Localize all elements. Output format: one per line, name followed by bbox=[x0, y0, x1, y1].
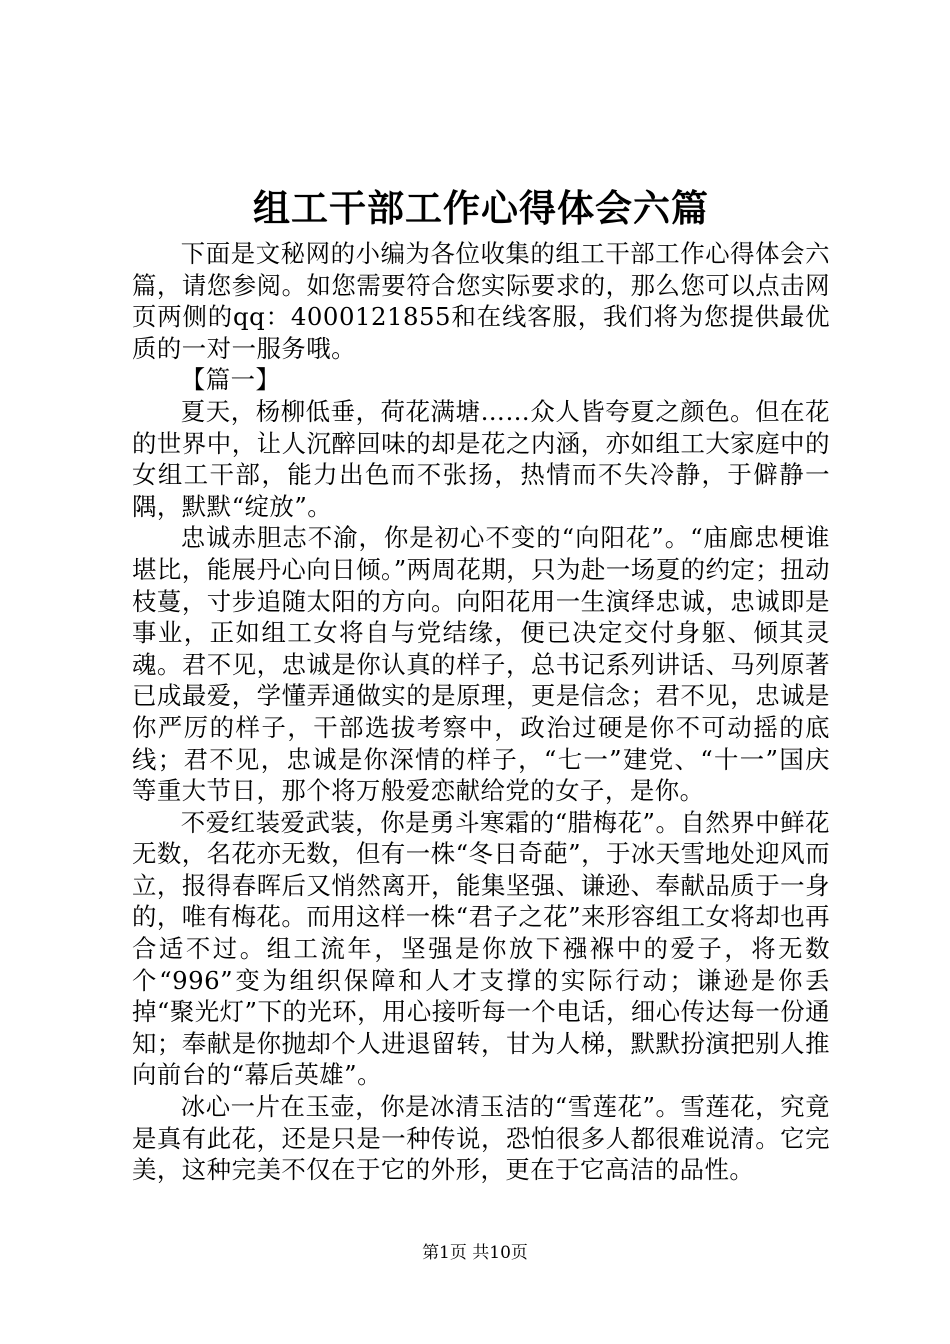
body-paragraph: 夏天，杨柳低垂，荷花满塘……众人皆夸夏之颜色。但在花的世界中，让人沉醉回味的却是花之内涵，亦如组工大家庭中的女组工干部，能力出色而不张扬，热情而不失冷静，于僻静一隅，默默“绽放”。 bbox=[132, 396, 830, 521]
section-heading: 【篇一】 bbox=[180, 365, 281, 395]
body-paragraph: 忠诚赤胆志不渝，你是初心不变的“向阳花”。“庙廊忠梗谁堪比，能展丹心向日倾。”两周花期，只为赴一场夏的约定；扭动枝蔓，寸步追随太阳的方向。向阳花用一生演绎忠诚，忠诚即是事业，正如组工女将自与党结缘，便已决定交付身躯、倾其灵魂。君不见，忠诚是你认真的样子，总书记系列讲话、马列原著已成最爱，学懂弄通做实的是原理，更是信念；君不见，忠诚是你严厉的样子，干部选拔考察中，政治过硬是你不可动摇的底线；君不见，忠诚是你深情的样子，“七一”建党、“十一”国庆等重大节日，那个将万般爱恋献给党的女子，是你。 bbox=[132, 523, 830, 806]
intro-paragraph: 下面是文秘网的小编为各位收集的组工干部工作心得体会六篇，请您参阅。如您需要符合您实际要求的，那么您可以点击网页两侧的qq：4000121855和在线客服，我们将为您提供最优质的一对一服务哦。 bbox=[132, 239, 830, 363]
body-paragraph: 不爱红装爱武装，你是勇斗寒霜的“腊梅花”。自然界中鲜花无数，名花亦无数，但有一株“冬日奇葩”，于冰天雪地处迎风而立，报得春晖后又悄然离开，能集坚强、谦逊、奉献品质于一身的，唯有梅花。而用这样一株“君子之花”来形容组工女将却也再合适不过。组工流年，坚强是你放下襁褓中的爱子，将无数个“996”变为组织保障和人才支撑的实际行动；谦逊是你丢掉“聚光灯”下的光环，用心接听每一个电话，细心传达每一份通知；奉献是你抛却个人进退留转，甘为人梯，默默扮演把别人推向前台的“幕后英雄”。 bbox=[132, 807, 830, 1090]
page-footer: 第1页 共10页 bbox=[422, 1243, 528, 1263]
document-title: 组工干部工作心得体会六篇 bbox=[253, 186, 709, 230]
document-page bbox=[132, 180, 830, 1186]
body-paragraph: 冰心一片在玉壶，你是冰清玉洁的“雪莲花”。雪莲花，究竟是真有此花，还是只是一种传说，恐怕很多人都很难说清。它完美，这种完美不仅在于它的外形，更在于它高洁的品性。 bbox=[132, 1092, 830, 1185]
